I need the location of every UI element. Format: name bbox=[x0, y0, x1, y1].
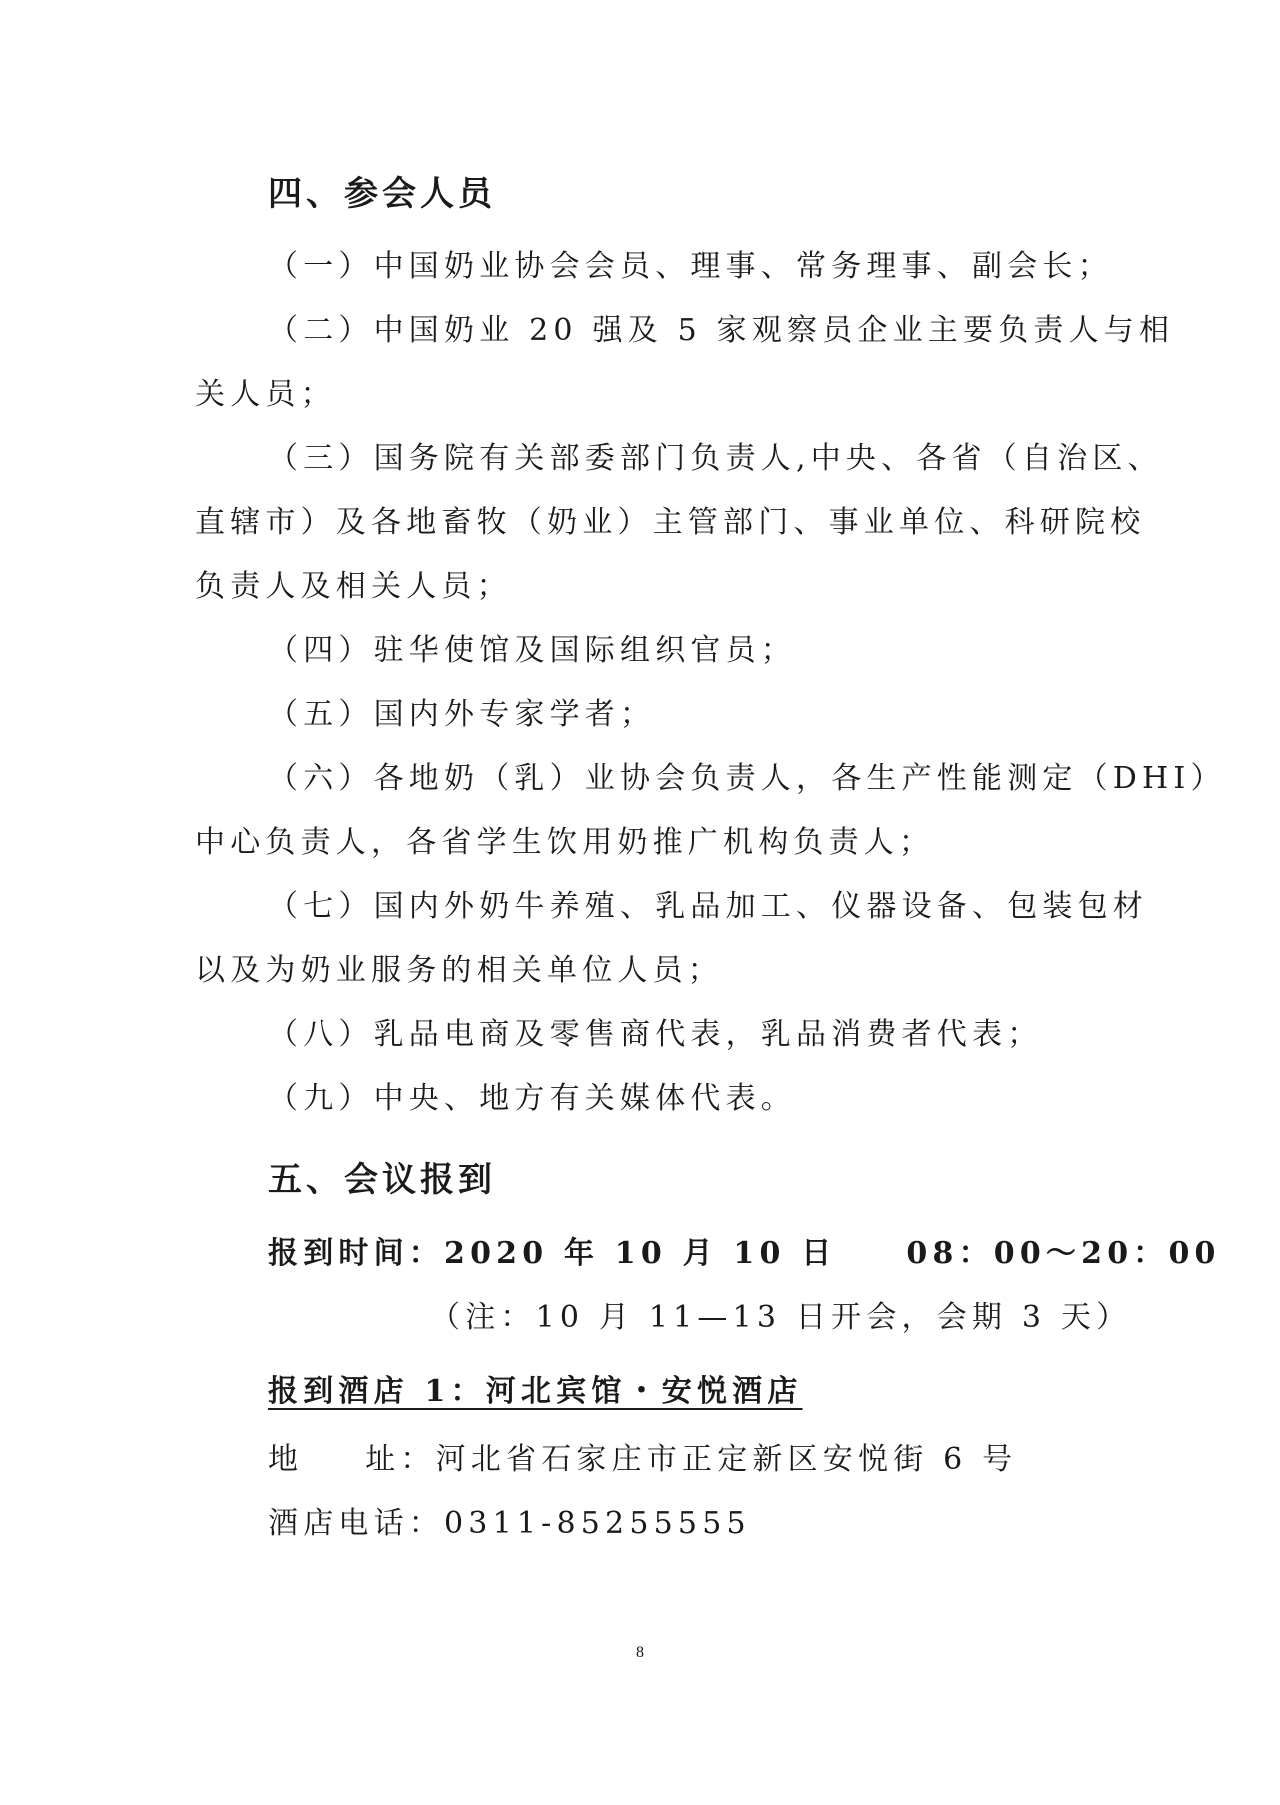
attendee-item-4: （四）驻华使馆及国际组织官员； bbox=[268, 633, 796, 668]
attendee-item-3-cont-2: 负责人及相关人员； bbox=[195, 569, 512, 604]
section-4-heading: 四、参会人员 bbox=[268, 174, 496, 214]
attendee-item-7: （七）国内外奶牛养殖、乳品加工、仪器设备、包装包材 bbox=[268, 889, 1148, 924]
attendee-item-3-cont: 直辖市）及各地畜牧（奶业）主管部门、事业单位、科研院校 bbox=[195, 505, 1146, 540]
address-label-part2: 址： bbox=[365, 1442, 436, 1477]
address-value: 河北省石家庄市正定新区安悦街 6 号 bbox=[435, 1442, 1018, 1477]
attendee-item-1: （一）中国奶业协会会员、理事、常务理事、副会长； bbox=[268, 249, 1113, 284]
address-label-part1: 地 bbox=[268, 1442, 304, 1477]
page-number: 8 bbox=[636, 1644, 644, 1661]
attendee-item-6: （六）各地奶（乳）业协会负责人，各生产性能测定（DHI） bbox=[268, 761, 1226, 796]
phone-label: 酒店电话： bbox=[268, 1506, 444, 1541]
checkin-label: 报到时间： bbox=[268, 1236, 444, 1271]
checkin-time: 08：00～20：00 bbox=[906, 1236, 1221, 1271]
address-line bbox=[268, 1434, 1017, 1478]
section-5-heading: 五、会议报到 bbox=[268, 1160, 496, 1200]
meeting-note: （注：10 月 11—13 日开会，会期 3 天） bbox=[430, 1300, 1132, 1335]
attendee-item-8: （八）乳品电商及零售商代表，乳品消费者代表； bbox=[268, 1017, 1043, 1052]
attendee-item-7-cont: 以及为奶业服务的相关单位人员； bbox=[195, 953, 723, 988]
attendee-item-5: （五）国内外专家学者； bbox=[268, 697, 656, 732]
attendee-item-2: （二）中国奶业 20 强及 5 家观察员企业主要负责人与相 bbox=[268, 313, 1175, 348]
attendee-item-3: （三）国务院有关部委部门负责人,中央、各省（自治区、 bbox=[268, 441, 1163, 476]
phone-value: 0311-85255555 bbox=[444, 1506, 751, 1541]
checkin-date: 2020 年 10 月 10 日 bbox=[444, 1236, 837, 1271]
phone-line bbox=[268, 1498, 751, 1542]
attendee-item-2-cont: 关人员； bbox=[195, 377, 336, 412]
checkin-time-line bbox=[268, 1228, 1221, 1272]
hotel-title: 报到酒店 1：河北宾馆・安悦酒店 bbox=[268, 1374, 803, 1409]
attendee-item-6-cont: 中心负责人，各省学生饮用奶推广机构负责人； bbox=[195, 825, 935, 860]
attendee-item-9: （九）中央、地方有关媒体代表。 bbox=[268, 1081, 796, 1116]
